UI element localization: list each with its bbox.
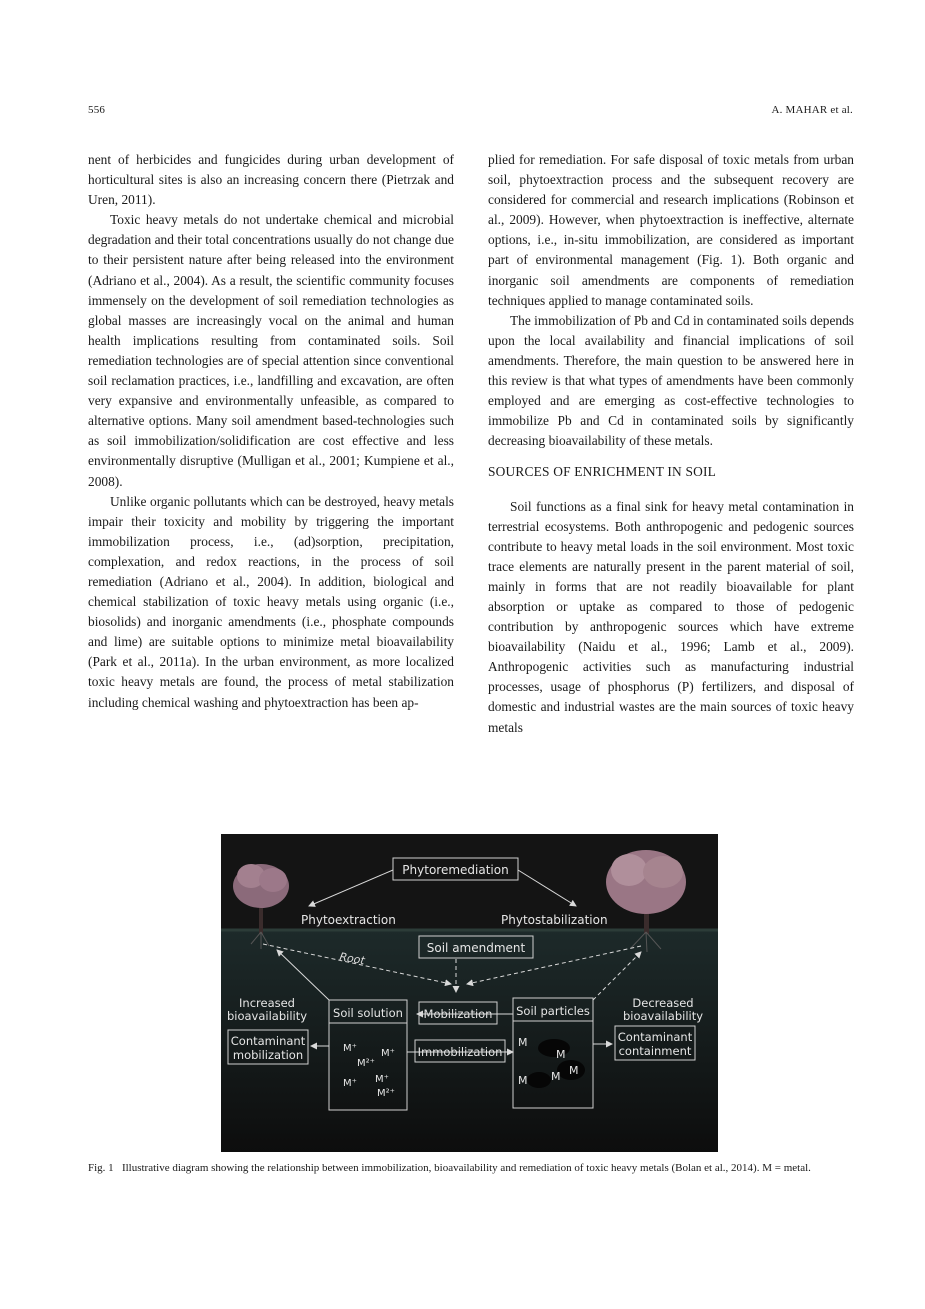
phytostabilization-label: Phytostabilization (501, 913, 608, 927)
metal-label: M (518, 1036, 528, 1049)
metal-ion-label: M⁺ (381, 1048, 395, 1059)
metal-ion-label: M⁺ (343, 1078, 357, 1089)
metal-ion-label: M²⁺ (357, 1058, 375, 1069)
soil-solution-label: Soil solution (333, 1006, 403, 1020)
metal-label: M (556, 1048, 566, 1061)
paragraph: plied for remediation. For safe disposal of toxic metals from urban soil, phytoextraction process and the subsequent recovery are considered for commercial and research implications (Robinson et al., 2009). However, when phytoextraction is ineffective, alternate options, i.e., in-situ immobilization, are considered as important part of environmental management (Fig. 1). Both organic and inorganic soil amendments are components of remediation techniques applied to manage contaminated soils. (488, 152, 854, 308)
phytoremediation-label: Phytoremediation (402, 863, 509, 877)
soil-particles-label: Soil particles (516, 1004, 590, 1018)
paragraph: Soil functions as a final sink for heavy metal contamination in terrestrial ecosystems. Both anthropogenic and pedogenic sources contribute to heavy metal loads in the soil environment. Most toxic trace elements are naturally present in the parent material of soil, mainly in forms that are not readily bioavailable for plant absorption or uptake as compared to those of pedogenic contribution by anthropogenic sources which have extreme bioavailability (Naidu et al., 1996; Lamb et al., 2009). Anthropogenic activities such as manufacturing industrial processes, usage of phosphorus (P) fertilizers, and disposal of domestic and industrial wastes are the main sources of toxic heavy metals (488, 498, 854, 735)
soil-amendment-label: Soil amendment (426, 941, 526, 955)
metal-label: M (518, 1074, 528, 1087)
right-column (488, 150, 854, 738)
mobilization-label: Mobilization (423, 1007, 493, 1021)
contaminant-label: Contaminant (617, 1030, 693, 1044)
metal-ion-label: M²⁺ (377, 1088, 395, 1099)
phytoextraction-label: Phytoextraction (301, 913, 396, 927)
bioavailability-label: bioavailability (226, 1009, 308, 1023)
bioavailability-label: bioavailability (622, 1009, 704, 1023)
metal-label: M (569, 1064, 579, 1077)
contaminant-label: Contaminant (230, 1034, 306, 1048)
metal-ion-label: M⁺ (343, 1043, 357, 1054)
caption-text: Illustrative diagram showing the relationship between immobilization, bioavailability and remediation of toxic heavy metals (Bolan et al., 2014). M = metal. (121, 1162, 811, 1174)
mobilization-sub-label: mobilization (232, 1048, 304, 1062)
increased-label: Increased (239, 996, 295, 1010)
paragraph: The immobilization of Pb and Cd in contaminated soils depends upon the local availability and financial implications of soil amendments. Therefore, the main question to be answered here in this review is that what types of amendments have been commonly employed and are emerging as cost-effective technologies to immobilize Pb and Cd in contaminated soils by significantly decreasing bioavailability of these metals. (488, 312, 855, 449)
paragraph: Toxic heavy metals do not undertake chemical and microbial degradation and their total concentrations usually do not change due to their persistent nature after being released into the environment (Adriano et al., 2004). As a result, the scientific community focuses immensely on the development of soil remediation technologies as global masses are increasingly vocal on the animal and human health implications resulting from contaminated soils. Soil remediation technologies are of special attention since conventional soil reclamation practices, i.e., landfilling and excavation, are often very expansive and environmentally unfeasible, as compared to alternative options. Many soil amendment based-technologies such as soil immobilization/solidification are cost effective and less environmentally disruptive (Mulligan et al., 2001; Kumpiene et al., 2008). (88, 212, 454, 489)
figure-diagram (221, 834, 718, 1152)
containment-label: containment (618, 1044, 692, 1058)
metal-label: M (551, 1070, 561, 1083)
root-label: Root (338, 950, 366, 968)
caption-label: Fig. 1 (88, 1162, 114, 1174)
paragraph: Unlike organic pollutants which can be destroyed, heavy metals impair their toxicity and mobility by triggering the important immobilization process, i.e., (ad)sorption, precipitation, complexation, and redox reactions, in the process of soil remediation (Adriano et al., 2004). In addition, biological and chemical stabilization of toxic heavy metals using organic (i.e., biosolids) and inorganic amendments (i.e., phosphate compounds and lime) are suitable options to minimize metal bioavailability (Park et al., 2011a). In the urban environment, as more localized toxic heavy metals are found, the process of metal stabilization including chemical washing and phytoextraction has been ap- (88, 493, 454, 710)
decreased-label: Decreased (632, 996, 694, 1010)
section-heading: SOURCES OF ENRICHMENT IN SOIL (488, 464, 717, 480)
paragraph: nent of herbicides and fungicides during urban development of horticultural sites is also an increasing concern there (Pietrzak and Uren, 2011). (88, 152, 454, 208)
metal-ion-label: M⁺ (375, 1074, 389, 1085)
figure-caption (88, 1160, 854, 1176)
page-number: 556 (88, 104, 106, 116)
left-column (88, 150, 454, 713)
immobilization-label: Immobilization (417, 1045, 503, 1059)
running-header-authors: A. MAHAR et al. (771, 104, 853, 116)
